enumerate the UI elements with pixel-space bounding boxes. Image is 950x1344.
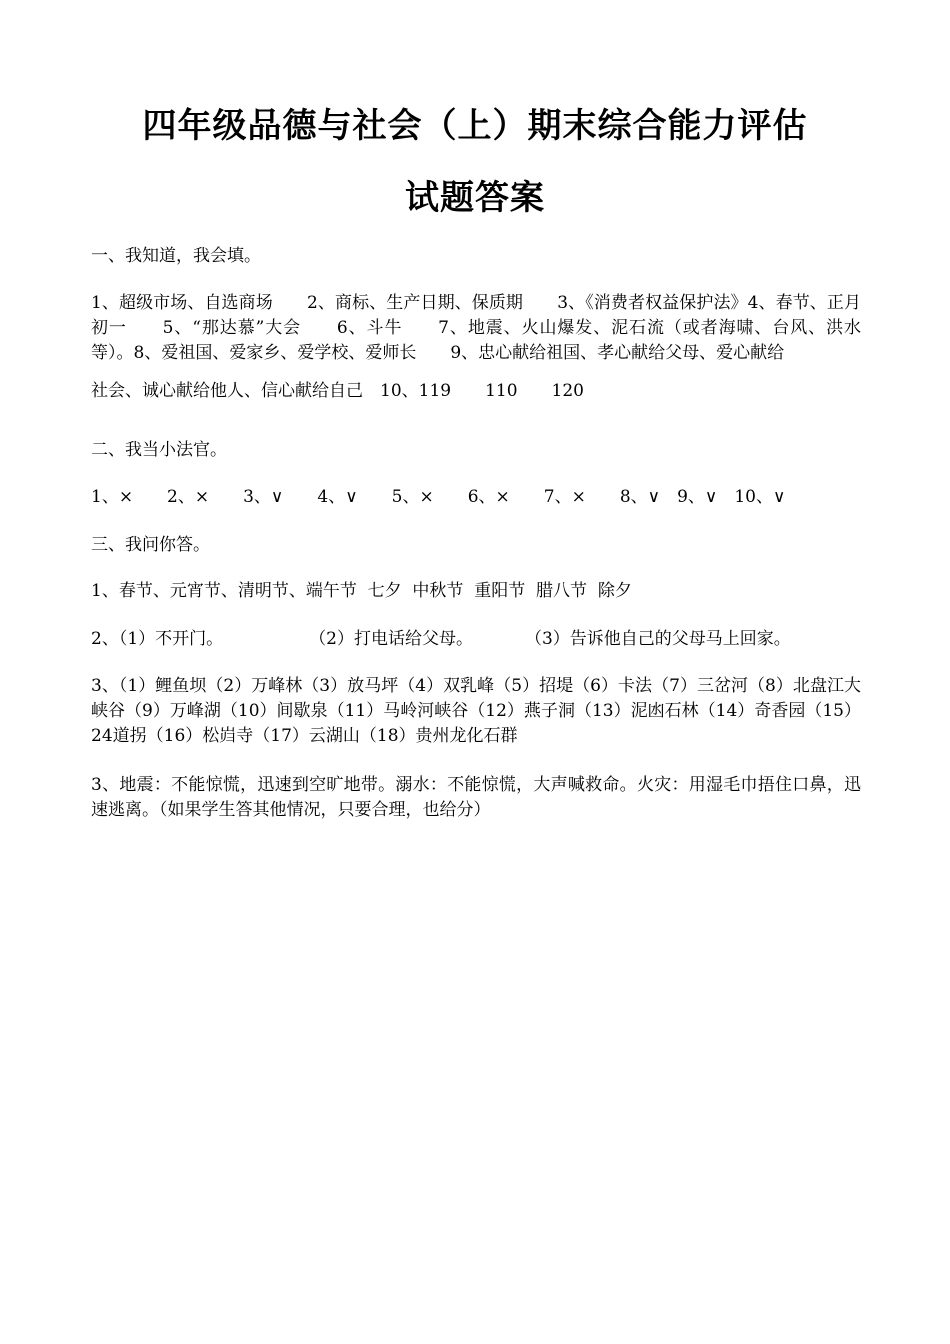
document-title: 四年级品德与社会（上）期末综合能力评估 bbox=[142, 106, 808, 146]
section-1-heading: 一、我知道，我会填。 bbox=[91, 246, 261, 266]
section-2-heading: 二、我当小法官。 bbox=[91, 440, 227, 460]
section-2-answers: 1、× 2、× 3、∨ 4、∨ 5、× 6、× 7、× 8、∨ 9、∨ 10、∨ bbox=[91, 487, 786, 507]
section-3-answer-2 bbox=[91, 627, 871, 652]
section-1-answers-continued: 社会、诚心献给他人、信心献给自己 10、119 110 120 bbox=[91, 381, 584, 401]
answer-2-part-2: （2）打电话给父母。 bbox=[309, 629, 473, 649]
answer-2-part-1: 2、（1）不开门。 bbox=[91, 629, 224, 649]
section-3-answer-4: 3、地震：不能惊慌，迅速到空旷地带。溺水：不能惊慌，大声喊救命。火灾：用湿毛巾捂住口鼻，迅速逃离。（如果学生答其他情况，只要合理，也给分） bbox=[91, 775, 861, 820]
section-3-answer-3: 3、（1）鲤鱼坝（2）万峰林（3）放马坪（4）双乳峰（5）招堤（6）卡法（7）三岔河（8）北盘江大峡谷（9）万峰湖（10）间歇泉（11）马岭河峡谷（12）燕子洞（13）泥凼石林（14）奇香园（15）24道拐（16）松岿寺（17）云湖山（18）贵州龙化石群 bbox=[91, 676, 861, 746]
section-1-answers: 1、超级市场、自选商场 2、商标、生产日期、保质期 3、《消费者权益保护法》4、春节、正月初一 5、“那达慕”大会 6、斗牛 7、地震、火山爆发、泥石流（或者海啸、台风、洪水等）。8、爱祖国、爱家乡、爱学校、爱师长 9、忠心献给祖国、孝心献给父母、爱心献给 bbox=[91, 293, 861, 363]
section-3-answer-1: 1、春节、元宵节、清明节、端午节 七夕 中秋节 重阳节 腊八节 除夕 bbox=[91, 581, 632, 601]
answer-2-part-3: （3）告诉他自己的父母马上回家。 bbox=[524, 629, 791, 649]
section-3-heading: 三、我问你答。 bbox=[91, 535, 210, 555]
document-subtitle: 试题答案 bbox=[405, 178, 545, 218]
